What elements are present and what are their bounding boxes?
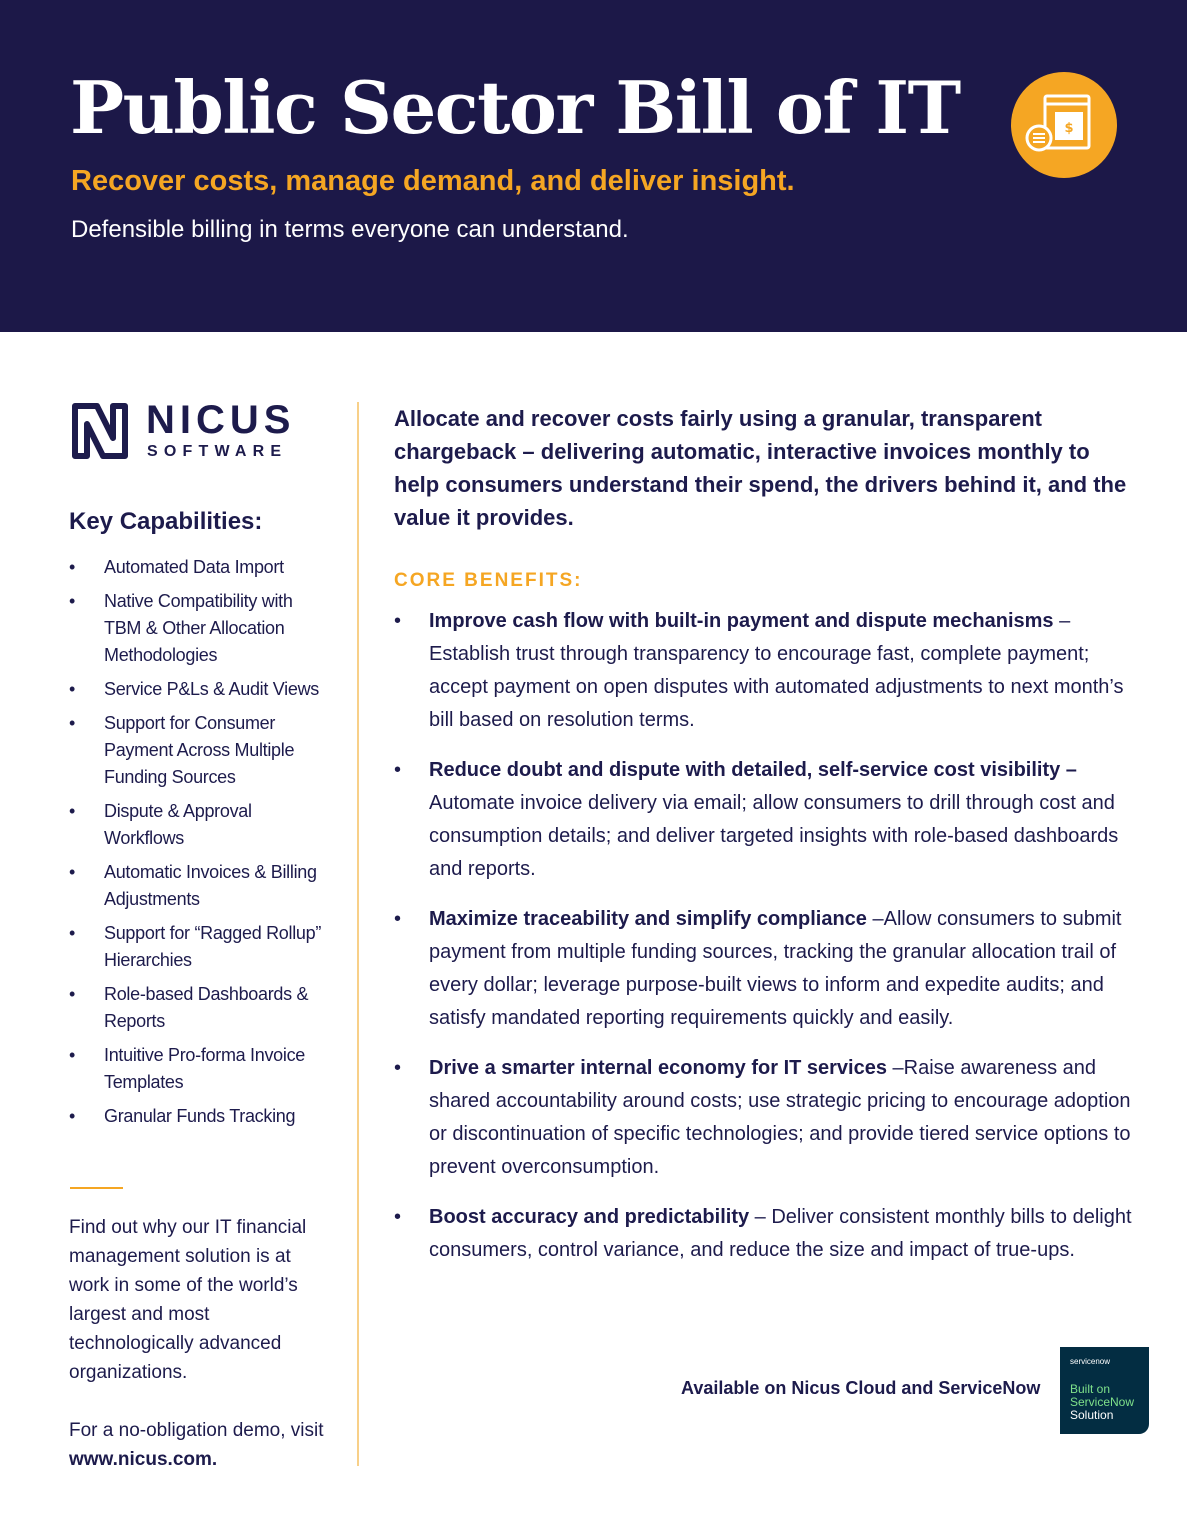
benefit-title: Reduce doubt and dispute with detailed, self-service cost visibility – bbox=[429, 759, 1077, 781]
demo-prefix: For a no-obligation demo, visit bbox=[69, 1420, 324, 1441]
benefit-text: –Allow consumers to submit payment from multiple funding sources, tracking the granular allocation trail of every dollar; leverage purpose-built views to inform and expedite audits; and satisfy mandated reporting requirements quickly and easily. bbox=[429, 908, 1122, 1029]
list-item: • Automatic Invoices & Billing Adjustments bbox=[69, 859, 329, 913]
list-item: • Dispute & Approval Workflows bbox=[69, 798, 329, 852]
benefit-text: –Raise awareness and shared accountability around costs; use strategic pricing to encourage adoption or discontinuation of specific technologies; and provide tiered service options to prevent overconsumption. bbox=[429, 1057, 1131, 1178]
demo-text bbox=[69, 1416, 329, 1474]
logo-wordmark: NICUS bbox=[146, 398, 296, 442]
benefit-item bbox=[394, 754, 1134, 886]
list-item: • Intuitive Pro-forma Invoice Templates bbox=[69, 1042, 329, 1096]
badge-line-1: Built on bbox=[1070, 1382, 1111, 1396]
benefit-item bbox=[394, 605, 1134, 737]
core-benefits-list bbox=[394, 605, 1134, 1284]
benefit-text: – Deliver consistent monthly bills to delight consumers, control variance, and reduce the size and impact of true-ups. bbox=[429, 1206, 1132, 1261]
nicus-logo bbox=[69, 400, 309, 462]
column-divider bbox=[357, 402, 359, 1466]
key-capabilities-list bbox=[69, 554, 329, 1137]
nicus-n-logo-icon bbox=[69, 400, 131, 462]
page-subtitle: Recover costs, manage demand, and deliver insight. bbox=[71, 165, 795, 197]
core-benefits-heading: CORE BENEFITS: bbox=[394, 570, 583, 591]
find-out-text: Find out why our IT financial management solution is at work in some of the world’s largest and most technologically advanced organizations. bbox=[69, 1217, 307, 1383]
servicenow-wordmark: servicenow bbox=[1070, 1357, 1111, 1366]
list-item: • Service P&Ls & Audit Views bbox=[69, 676, 329, 703]
benefit-title: Maximize traceability and simplify compliance bbox=[429, 908, 867, 930]
page-tagline: Defensible billing in terms everyone can understand. bbox=[71, 216, 629, 243]
logo-subtext: SOFTWARE bbox=[147, 443, 288, 460]
intro-paragraph: Allocate and recover costs fairly using a granular, transparent chargeback – delivering automatic, interactive invoices monthly to help consumers understand their spend, the drivers behind it, and the value it provides. bbox=[394, 406, 1127, 530]
benefit-item bbox=[394, 1052, 1134, 1184]
badge-line-3: Solution bbox=[1070, 1408, 1114, 1422]
svg-text:$: $ bbox=[1064, 121, 1074, 136]
page-title: Public Sector Bill of IT bbox=[70, 65, 960, 150]
list-item: • Role-based Dashboards & Reports bbox=[69, 981, 329, 1035]
benefit-text: Automate invoice delivery via email; allow consumers to drill through cost and consumption details; and deliver targeted insights with role-based dashboards and reports. bbox=[429, 792, 1119, 880]
list-item: • Support for Consumer Payment Across Multiple Funding Sources bbox=[69, 710, 329, 791]
availability-note: Available on Nicus Cloud and ServiceNow bbox=[681, 1378, 1041, 1398]
invoice-dollar-icon bbox=[1011, 72, 1117, 178]
benefit-title: Improve cash flow with built-in payment and dispute mechanisms bbox=[429, 610, 1054, 632]
benefit-item bbox=[394, 1201, 1134, 1267]
servicenow-badge bbox=[1060, 1347, 1149, 1434]
badge-line-2: ServiceNow bbox=[1070, 1395, 1135, 1409]
section-divider bbox=[70, 1187, 123, 1189]
list-item: • Native Compatibility with TBM & Other Allocation Methodologies bbox=[69, 588, 329, 669]
key-capabilities-heading: Key Capabilities: bbox=[69, 508, 263, 535]
benefit-item bbox=[394, 903, 1134, 1035]
list-item: • Automated Data Import bbox=[69, 554, 329, 581]
header-banner bbox=[0, 0, 1187, 332]
benefit-title: Boost accuracy and predictability bbox=[429, 1206, 750, 1228]
badge-text bbox=[1070, 1383, 1146, 1422]
benefit-text: – Establish trust through transparency to encourage fast, complete payment; accept payment on open disputes with automated adjustments to next month’s bill based on resolution terms. bbox=[429, 610, 1124, 731]
benefit-title: Drive a smarter internal economy for IT services bbox=[429, 1057, 887, 1079]
list-item: • Granular Funds Tracking bbox=[69, 1103, 329, 1130]
website-link[interactable]: www.nicus.com. bbox=[69, 1449, 218, 1470]
list-item: • Support for “Ragged Rollup” Hierarchies bbox=[69, 920, 329, 974]
